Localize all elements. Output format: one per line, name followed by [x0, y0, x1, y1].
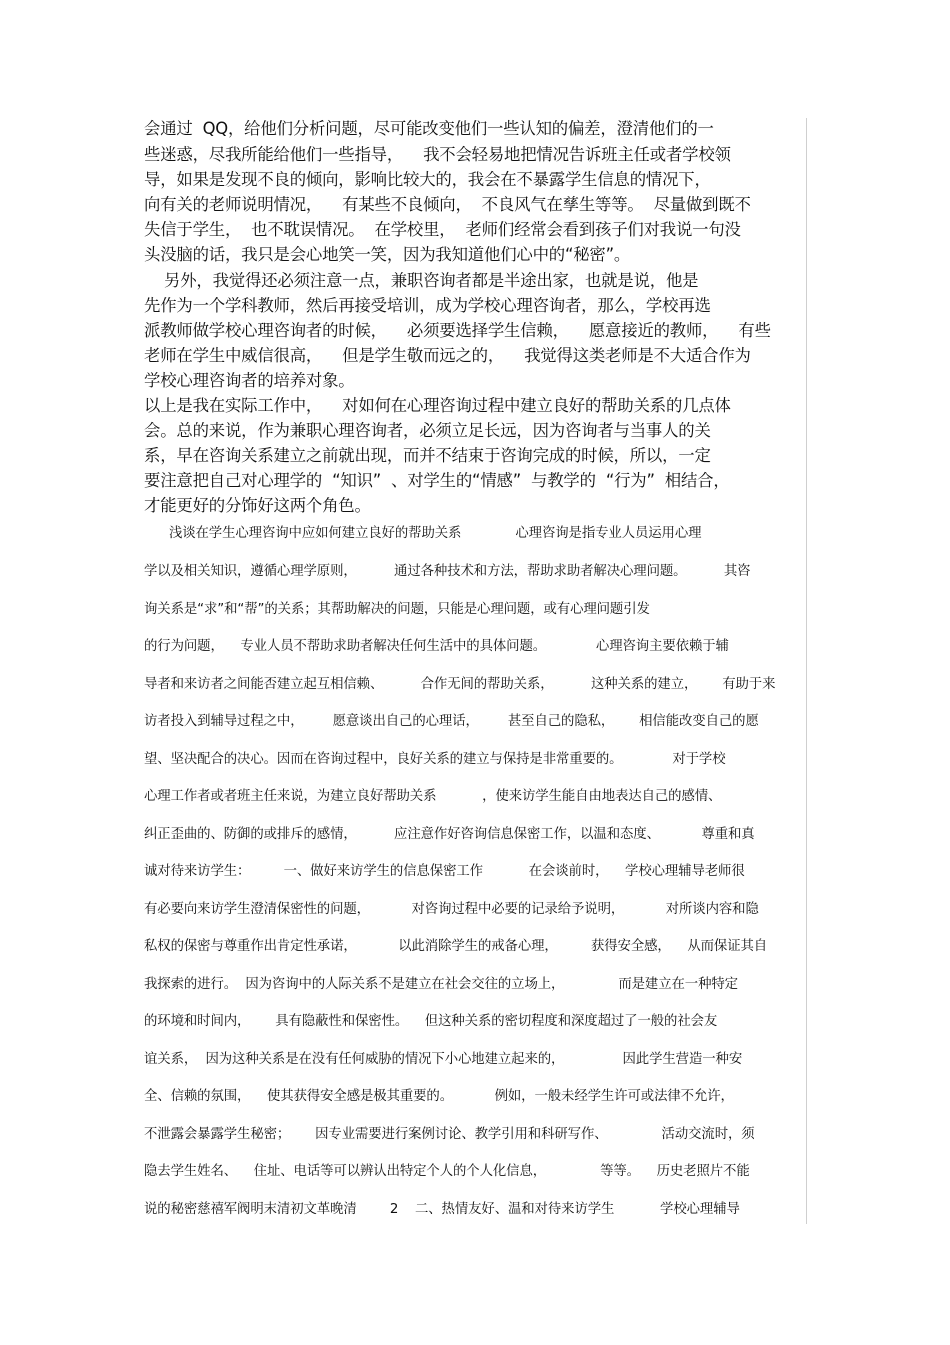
text-line: 些迷惑，尽我所能给他们一些指导， 我不会轻易地把情况告诉班主任或者学校领 [144, 145, 731, 164]
text-line: 头没脑的话，我只是会心地笑一笑，因为我知道他们心中的“秘密”。 [144, 245, 631, 264]
text-line: 学校心理咨询者的培养对象。 [144, 371, 355, 390]
text-line: 有必要向来访学生澄清保密性的问题， 对咨询过程中必要的记录给予说明， 对所谈内容和隐 [144, 902, 759, 917]
text-line: 才能更好的分饰好这两个角色。 [144, 496, 371, 515]
text-line: 浅谈在学生心理咨询中应如何建立良好的帮助关系 心理咨询是指专业人员运用心理 [144, 526, 702, 541]
text-line: 谊关系， 因为这种关系是在没有任何威胁的情况下小心地建立起来的， 因此学生营造一种安 [144, 1052, 743, 1067]
text-line: 向有关的老师说明情况， 有某些不良倾向， 不良风气在孳生等等。 尽量做到既不 [144, 195, 751, 214]
text-line: 老师在学生中威信很高， 但是学生敬而远之的， 我觉得这类老师是不大适合作为 [144, 346, 751, 365]
text-line: 会。总的来说，作为兼职心理咨询者，必须立足长远，因为咨询者与当事人的关 [144, 421, 711, 440]
text-line: 访者投入到辅导过程之中， 愿意谈出自己的心理话， 甚至自己的隐私， 相信能改变自己的愿 [144, 714, 759, 729]
text-line: 隐去学生姓名、 住址、电话等可以辨认出特定个人的个人化信息， 等等。 历史老照片不能 [144, 1164, 750, 1179]
text-line: 导者和来访者之间能否建立起互相信赖、 合作无间的帮助关系， 这种关系的建立， 有助于来 [144, 677, 776, 692]
text-line: 私权的保密与尊重作出肯定性承诺， 以此消除学生的戒备心理， 获得安全感， 从而保证其自 [144, 939, 768, 954]
text-line: 纠正歪曲的、防御的或排斥的感情， 应注意作好咨询信息保密工作，以温和态度、 尊重和真 [144, 827, 755, 842]
text-line: 询关系是“求”和“帮”的关系；其帮助解决的问题，只能是心理问题，或有心理问题引发 [144, 602, 650, 617]
text-line: 派教师做学校心理咨询者的时候， 必须要选择学生信赖， 愿意接近的教师， 有些 [144, 321, 771, 340]
text-line: 的环境和时间内， 具有隐蔽性和保密性。 但这种关系的密切程度和深度超过了一般的社会友 [144, 1014, 718, 1029]
text-line: 会通过 QQ，给他们分析问题，尽可能改变他们一些认知的偏差，澄清他们的一 [144, 119, 714, 138]
text-line: 另外，我觉得还必须注意一点，兼职咨询者都是半途出家，也就是说，他是 [144, 271, 699, 290]
text-line: 要注意把自己对心理学的 “知识” 、对学生的“情感” 与教学的 “行为” 相结合， [144, 471, 730, 490]
text-line: 导，如果是发现不良的倾向，影响比较大的，我会在不暴露学生信息的情况下， [144, 170, 711, 189]
text-line: 系，早在咨询关系建立之前就出现，而并不结束于咨询完成的时候，所以，一定 [144, 446, 711, 465]
text-line: 诚对待来访学生： 一、做好来访学生的信息保密工作 在会谈前时， 学校心理辅导老师很 [144, 864, 745, 879]
text-line: 说的秘密慈禧军阀明末清初文革晚清 2 二、热情友好、温和对待来访学生 学校心理辅导 [144, 1202, 740, 1217]
text-line: 以上是我在实际工作中， 对如何在心理咨询过程中建立良好的帮助关系的几点体 [144, 396, 731, 415]
text-line: 失信于学生， 也不耽误情况。 在学校里， 老师们经常会看到孩子们对我说一句没 [144, 220, 741, 239]
text-line: 心理工作者或者班主任来说，为建立良好帮助关系 ，使来访学生能自由地表达自己的感情、 [144, 789, 722, 804]
text-line: 我探索的进行。 因为咨询中的人际关系不是建立在社会交往的立场上， 而是建立在一种特定 [144, 977, 738, 992]
text-line: 全、信赖的氛围， 使其获得安全感是极其重要的。 例如，一般未经学生许可或法律不允许， [144, 1089, 734, 1104]
text-line: 先作为一个学科教师，然后再接受培训，成为学校心理咨询者，那么，学校再选 [144, 296, 711, 315]
text-line: 望、坚决配合的决心。因而在咨询过程中，良好关系的建立与保持是非常重要的。 对于学校 [144, 752, 726, 767]
page-margin-rule [806, 118, 807, 1224]
text-line: 的行为问题， 专业人员不帮助求助者解决任何生活中的具体问题。 心理咨询主要依赖于辅 [144, 639, 729, 654]
text-line: 学以及相关知识，遵循心理学原则， 通过各种技术和方法，帮助求助者解决心理问题。 其咨 [144, 564, 751, 579]
text-line: 不泄露会暴露学生秘密； 因专业需要进行案例讨论、教学引用和科研写作、 活动交流时，须 [144, 1127, 755, 1142]
